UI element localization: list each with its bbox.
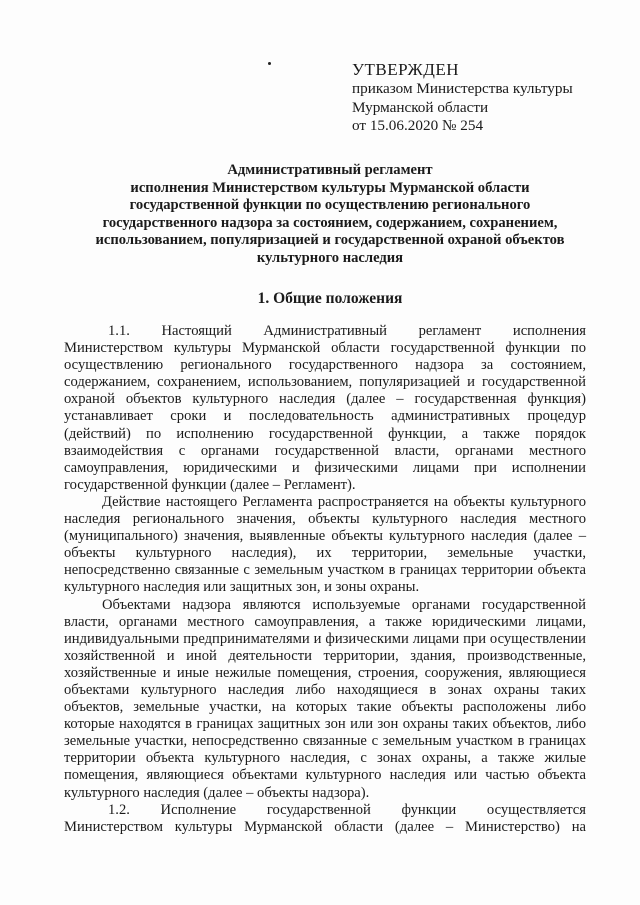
title-line: культурного наследия [256,249,404,266]
approval-title: УТВЕРЖДЕН [352,60,459,79]
paragraph-1-1: 1.1. Настоящий Административный регламент исполнения Министерством культуры Мурманской области государственной функции по осуществлению регионального государственного надзора за состоянием, содержанием, сохранением, использованием, популяризацией и государственной охраной объектов культурного наследия (далее – государственная функция) устанавливает сроки и последовательность административных процедур (действий) по исполнению государственной функции, а также порядок взаимодействия с органами государственной власти, органами местного самоуправления, юридическими и физическими лицами при исполнении государственной функции (далее – Регламент). [64,323,590,493]
paragraph-objects: Объектами надзора являются используемые органами государственной власти, органами местного самоуправления, а также юридическими лицами, индивидуальными предпринимателями и физическими лицами при осуществлении хозяйственной и иной деятельности территории, здания, производственные, хозяйственные и иные нежилые помещения, строения, сооружения, являющиеся объектами культурного наследия либо находящиеся в зонах охраны таких объектов, земельные участки, на которых такие объекты расположены либо которые находятся в границах защитных зон или зон охраны таких объектов, либо земельные участки, непосредственно связанные с земельным участком в границах территории объекта культурного наследия, с зонах охраны, а также жилые помещения, являющиеся объектами культурного наследия или частью объекта культурного наследия (далее – объекты надзора). [64,596,586,801]
approval-stamp-block [352,60,622,136]
title-line: государственного надзора за состоянием, содержанием, сохранением, [102,214,558,231]
document-body [64,323,590,836]
section-heading: 1. Общие положения [257,290,403,307]
approval-line: от 15.06.2020 № 254 [352,117,484,134]
document-title [60,162,600,268]
approval-line: Мурманской области [352,98,489,116]
scan-speck [268,62,271,65]
title-line: государственной функции по осуществлению регионального [129,197,531,214]
title-line: использованием, популяризацией и государственной охраной объектов [95,232,565,249]
approval-line: приказом Министерства культуры [352,80,573,97]
paragraph-scope: Действие настоящего Регламента распространяется на объекты культурного наследия регионального значения, объекты культурного наследия местного (муниципального) значения, выявленные объекты культурного наследия (далее – объекты культурного наследия), их территории, земельные участки, непосредственно связанные с земельным участком в границах территории объекта культурного наследия или защитных зон, и зоны охраны. [64,493,586,596]
paragraph-1-2: 1.2. Исполнение государственной функции осуществляется Министерством культуры Мурманской области (далее – Министерство) на [64,801,590,835]
title-line: Административный регламент [227,162,433,178]
title-line: исполнения Министерством культуры Мурманской области [130,179,530,196]
